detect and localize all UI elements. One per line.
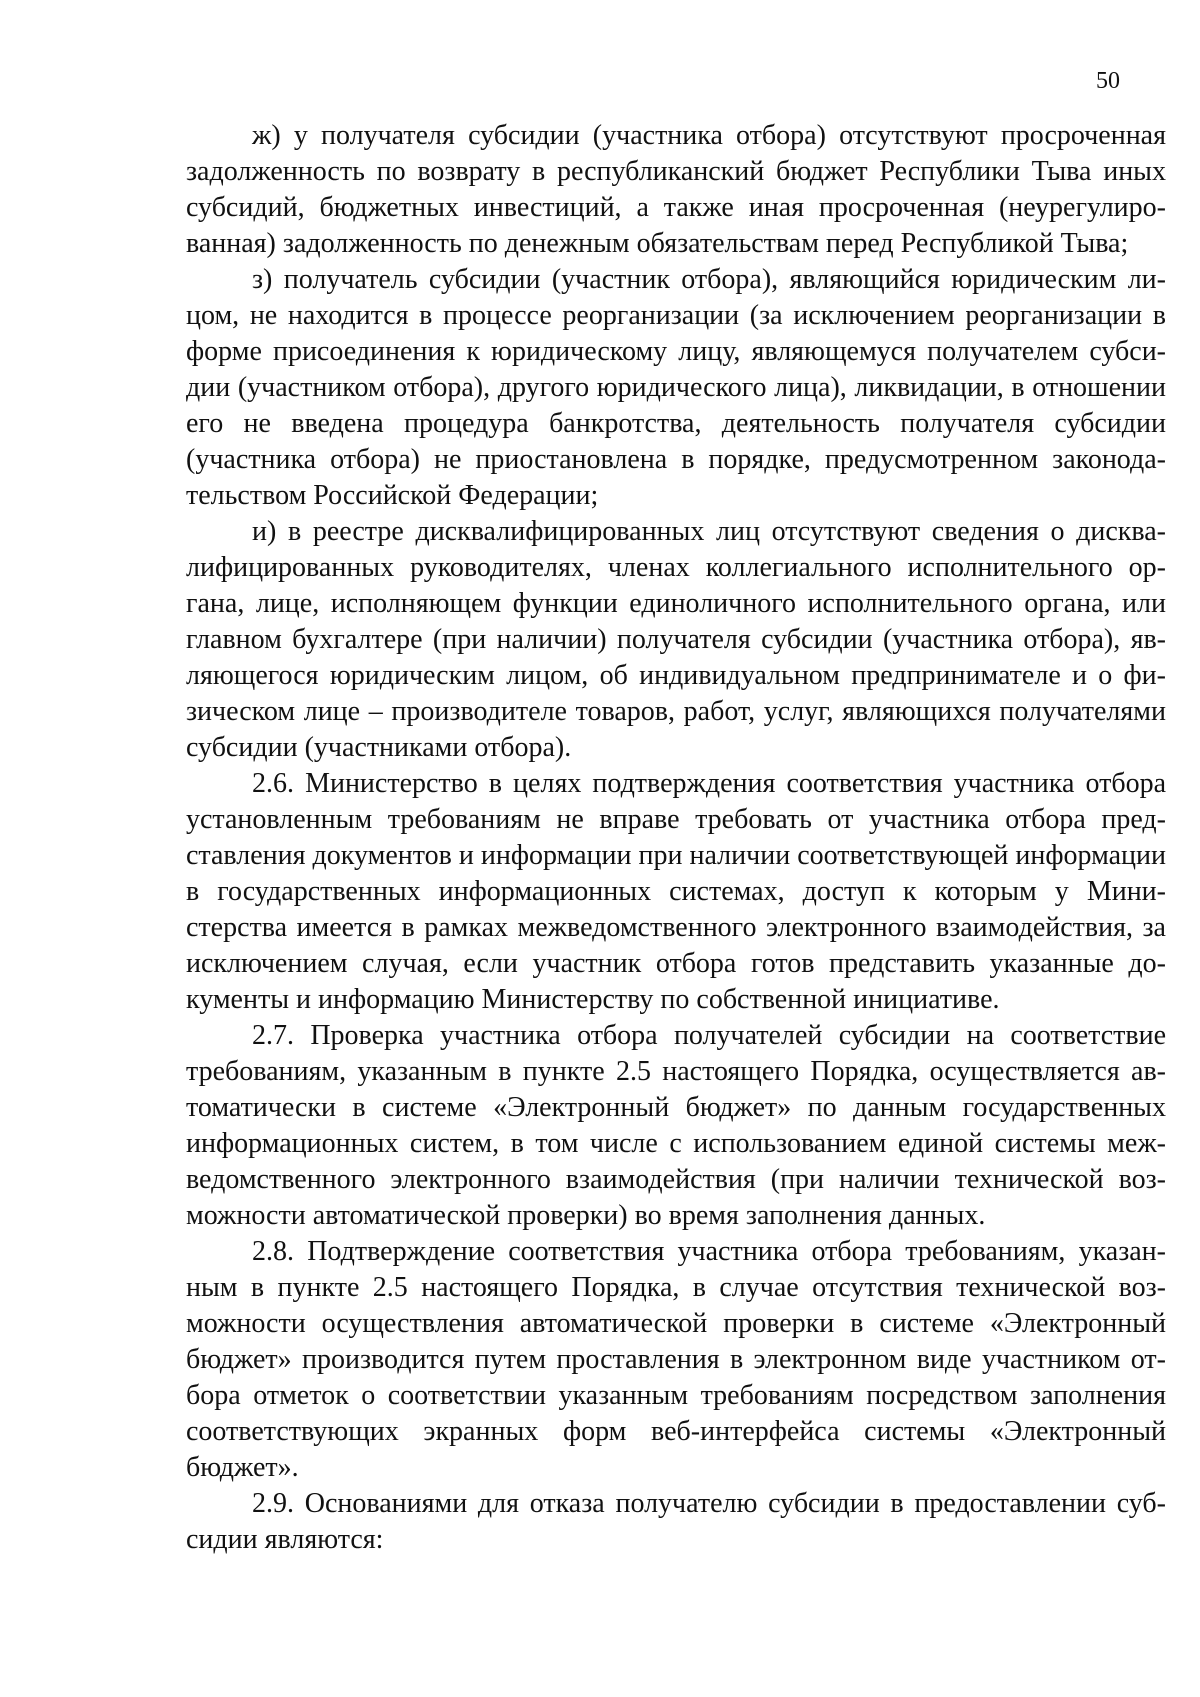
paragraph-2-9: 2.9. Основаниями для отказа получателю субсидии в предоставлении субсидии являются: [186, 1488, 1166, 1555]
paragraph-i: и) в реестре дисквалифицированных лиц отсутствуют сведения о дисквалифицированных руководителях, членах коллегиального исполнительного органа, лице, исполняющем функции единоличного исполнительного органа, или главном бухгалтере (при наличии) получателя субсидии (участника отбора), являющегося юридическим лицом, об индивидуальном предпринимателе и о физическом лице – производителе товаров, работ, услуг, являющихся получателями субсидии (участниками отбора). [186, 516, 1166, 763]
document-body [186, 118, 1166, 1558]
paragraph-2-6: 2.6. Министерство в целях подтверждения соответствия участника отбора установленным требованиям не вправе требовать от участника отбора представления документов и информации при наличии соответствующей информации в государственных информационных системах, доступ к которым у Министерства имеется в рамках межведомственного электронного взаимодействия, за исключением случая, если участник отбора готов представить указанные документы и информацию Министерству по собственной инициативе. [186, 768, 1166, 1015]
paragraph-z: з) получатель субсидии (участник отбора), являющийся юридическим лицом, не находится в процессе реорганизации (за исключением реорганизации в форме присоединения к юридическому лицу, являющемуся получателем субсидии (участником отбора), другого юридического лица), ликвидации, в отношении его не введена процедура банкротства, деятельность получателя субсидии (участника отбора) не приостановлена в порядке, предусмотренном законодательством Российской Федерации; [186, 264, 1166, 511]
paragraph-2-7: 2.7. Проверка участника отбора получателей субсидии на соответствие требованиям, указанным в пункте 2.5 настоящего Порядка, осуществляется автоматически в системе «Электронный бюджет» по данным государственных информационных систем, в том числе с использованием единой системы межведомственного электронного взаимодействия (при наличии технической возможности автоматической проверки) во время заполнения данных. [186, 1020, 1166, 1231]
paragraph-zh: ж) у получателя субсидии (участника отбора) отсутствуют просроченная задолженность по возврату в республиканский бюджет Республики Тыва иных субсидий, бюджетных инвестиций, а также иная просроченная (неурегулированная) задолженность по денежным обязательствам перед Республикой Тыва; [186, 120, 1166, 259]
paragraph-2-8: 2.8. Подтверждение соответствия участника отбора требованиям, указанным в пункте 2.5 настоящего Порядка, в случае отсутствия технической возможности осуществления автоматической проверки в системе «Электронный бюджет» производится путем проставления в электронном виде участником отбора отметок о соответствии указанным требованиям посредством заполнения соответствующих экранных форм веб-интерфейса системы «Электронный бюджет». [186, 1236, 1166, 1483]
page-number: 50 [1096, 68, 1120, 94]
